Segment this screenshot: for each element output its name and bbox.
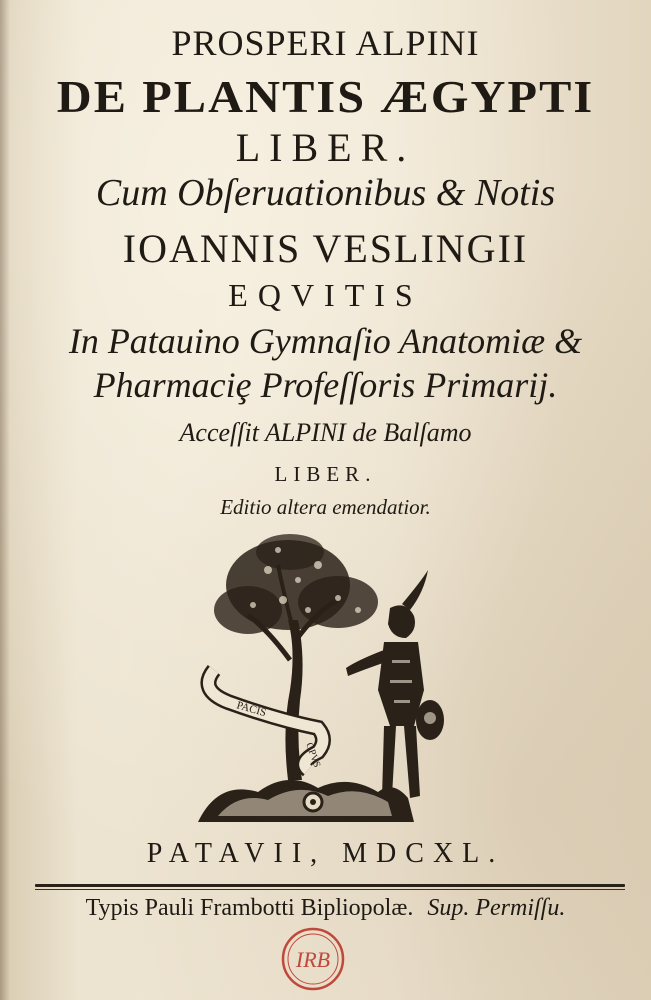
- printer-device-icon: [178, 530, 478, 830]
- imprint-line: [0, 895, 651, 922]
- editor-rank: EQVITIS: [228, 277, 423, 313]
- motto-opus: OPVS: [303, 741, 323, 770]
- addition-line: Acceſſit ALPINI de Balſamo: [179, 418, 472, 447]
- editor-name: IOANNIS VESLINGII: [122, 226, 529, 271]
- addition-liber: LIBER.: [274, 462, 377, 486]
- imprint-rule-thin: [35, 889, 625, 890]
- library-stamp-icon: [278, 924, 348, 994]
- stamp-monogram: IRB: [295, 947, 331, 972]
- author-line: PROSPERI ALPINI: [171, 23, 480, 63]
- printer-name: Typis Pauli Frambotti Bipliopolæ.: [85, 895, 414, 921]
- subtitle-line: Cum Obſeruationibus & Notis: [95, 172, 556, 214]
- editor-position-line1: In Patauino Gymnaſio Anatomiæ &: [68, 321, 583, 361]
- liber-line: LIBER.: [235, 125, 416, 170]
- editor-position-line2: Pharmaciȩ Profeſſoris Primarij.: [93, 365, 558, 405]
- edition-line: Editio altera emendatior.: [220, 495, 431, 519]
- permission-note: Sup. Permiſſu.: [427, 895, 566, 921]
- work-title: DE PLANTIS ÆGYPTI: [56, 71, 595, 122]
- imprint-rule: [35, 884, 625, 887]
- place-and-date: PATAVII, MDCXL.: [146, 838, 505, 869]
- motto-pacis: PACIS: [235, 699, 268, 720]
